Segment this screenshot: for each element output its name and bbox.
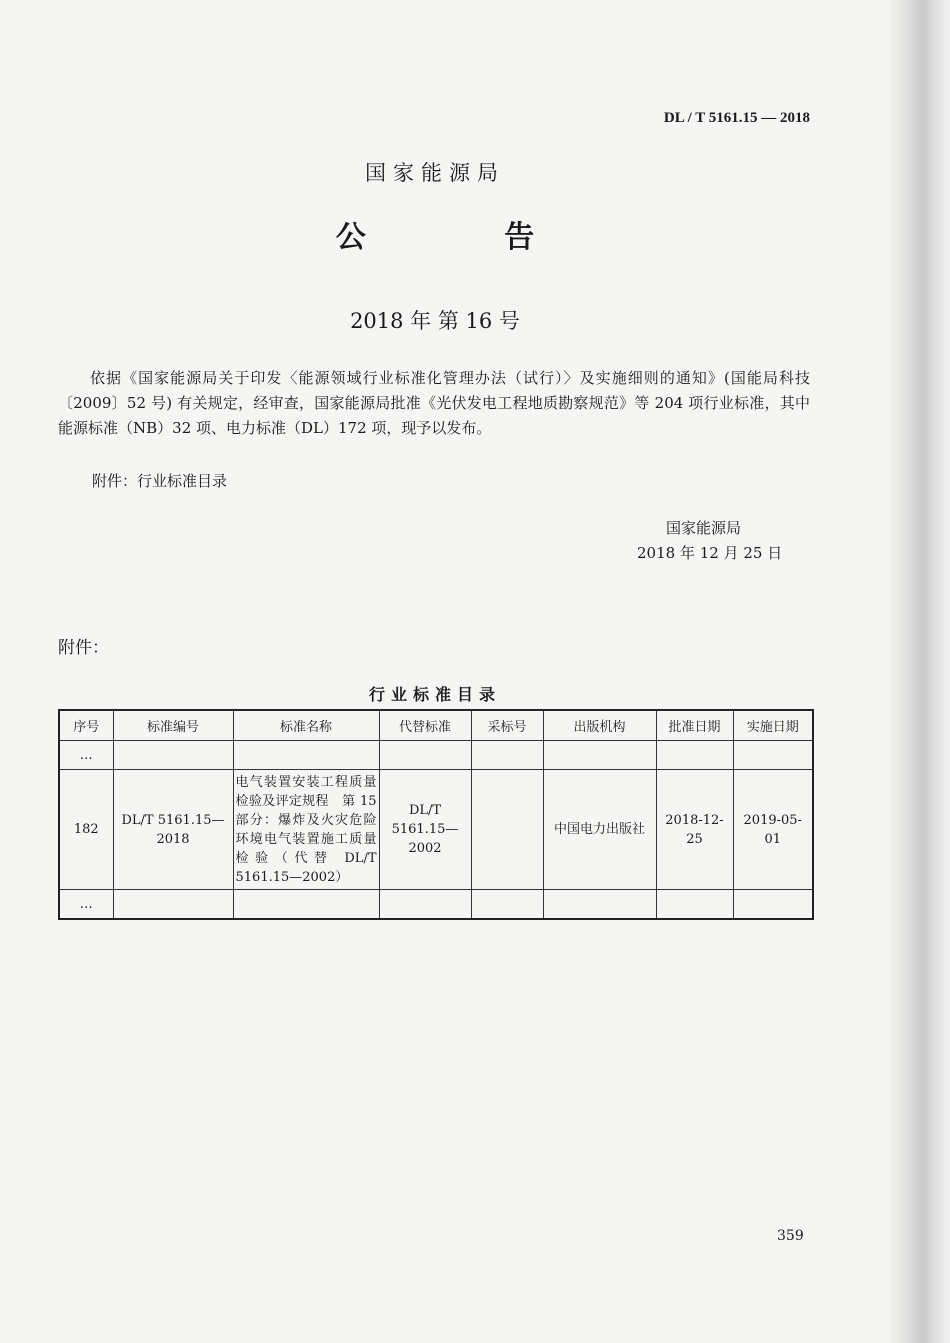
table-header-row	[59, 710, 813, 741]
table-row	[59, 770, 813, 890]
issue-number: 2018 年 第 16 号	[350, 309, 520, 333]
ellipsis-cell: …	[59, 741, 113, 770]
col-header-seq: 序号	[59, 710, 113, 741]
table-row-ellipsis	[59, 741, 813, 770]
cell-std-no: DL/T 5161.15—2018	[113, 770, 233, 890]
signature-date: 2018 年 12 月 25 日	[637, 544, 783, 562]
standard-number: DL / T 5161.15 — 2018	[663, 110, 810, 126]
col-header-approved: 批准日期	[656, 710, 733, 741]
catalog-title: 行业标准目录	[368, 685, 501, 704]
cell-name: 电气装置安装工程质量检验及评定规程 第 15 部分：爆炸及火灾危险环境电气装置施工质量检验（代替 DL/T 5161.15—2002）	[233, 770, 379, 890]
ellipsis-cell: …	[59, 890, 113, 920]
col-header-std-no: 标准编号	[113, 710, 233, 741]
col-header-effective: 实施日期	[733, 710, 813, 741]
issuing-org: 国家能源局	[365, 161, 505, 185]
cell-publisher: 中国电力出版社	[543, 770, 656, 890]
page-number: 359	[777, 1228, 804, 1244]
col-header-name: 标准名称	[233, 710, 379, 741]
col-header-adopted: 采标号	[471, 710, 543, 741]
page-edge-shadow	[890, 0, 950, 1343]
col-header-publisher: 出版机构	[543, 710, 656, 741]
signature-org: 国家能源局	[666, 519, 742, 537]
cell-effective: 2019-05-01	[733, 770, 813, 890]
table-row-ellipsis	[59, 890, 813, 920]
attachment-line: 附件：行业标准目录	[92, 472, 228, 490]
cell-adopted	[471, 770, 543, 890]
body-paragraph: 依据《国家能源局关于印发〈能源领域行业标准化管理办法（试行）〉及实施细则的通知》(国能局科技〔2009〕52 号) 有关规定，经审查，国家能源局批准《光伏发电工程地质勘察规范》等 204 项行业标准，其中能源标准（NB）32 项、电力标准（DL）172 项，现予以发布。	[58, 369, 810, 437]
cell-replaces: DL/T 5161.15—2002	[379, 770, 471, 890]
cell-approved: 2018-12-25	[656, 770, 733, 890]
catalog-table	[58, 709, 814, 920]
col-header-replaces: 代替标准	[379, 710, 471, 741]
cell-seq: 182	[59, 770, 113, 890]
attachment-heading: 附件：	[58, 638, 109, 658]
notice-title: 公 告	[335, 220, 599, 255]
